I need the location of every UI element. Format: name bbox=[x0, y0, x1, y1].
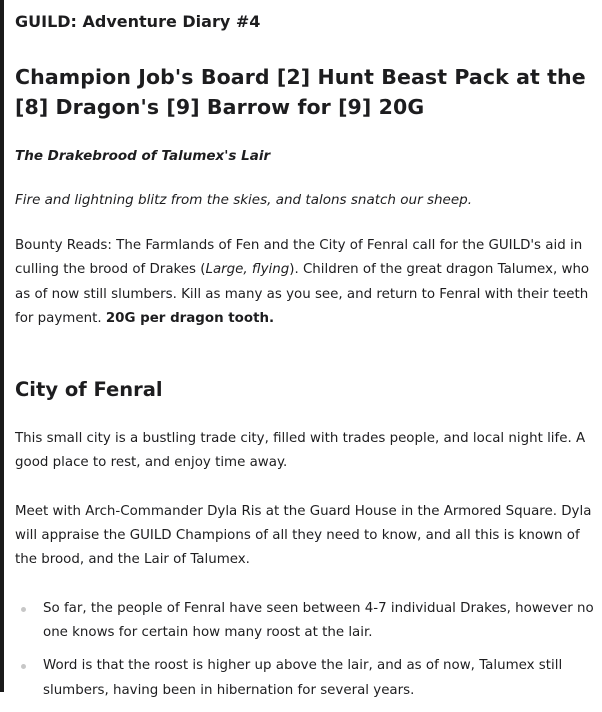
bounty-drake-traits: Large, flying bbox=[205, 262, 290, 278]
city-description: This small city is a bustling trade city, filled with trades people, and local night life. A good place to rest, and enjoy time away. bbox=[15, 431, 586, 471]
list-item-text: Word is that the roost is higher up above the lair, and as of now, Talumex still slumbers, having been in hibernation for several years. bbox=[43, 658, 563, 698]
bounty-text-2: ). Children of the great dragon Talumex, who as of now still slumbers. Kill as many as you see, and return to Fenral with their teeth for payment. bbox=[15, 262, 590, 326]
rumor-list bbox=[15, 597, 602, 703]
bounty-paragraph bbox=[15, 234, 602, 331]
quest-subtitle: The Drakebrood of Talumex's Lair bbox=[15, 148, 271, 164]
bullet-icon bbox=[21, 664, 26, 669]
bullet-icon bbox=[21, 607, 26, 612]
document-body bbox=[15, 0, 602, 712]
section-heading-city: City of Fenral bbox=[15, 378, 163, 402]
list-item-text: So far, the people of Fenral have seen between 4-7 individual Drakes, however no one knows for certain how many roost at the lair. bbox=[43, 600, 594, 640]
bounty-text-1: Bounty Reads: The Farmlands of Fen and the City of Fenral call for the GUILD's aid in culling the brood of Drakes ( bbox=[15, 238, 583, 278]
job-title: Champion Job's Board [2] Hunt Beast Pack at the [8] Dragon's [9] Barrow for [9] 20G bbox=[15, 65, 586, 119]
left-border-rule bbox=[0, 0, 4, 692]
bounty-payment: 20G per dragon tooth. bbox=[105, 310, 275, 326]
flavor-text: Fire and lightning blitz from the skies, and talons snatch our sheep. bbox=[15, 192, 473, 208]
diary-header: GUILD: Adventure Diary #4 bbox=[15, 12, 261, 31]
list-item bbox=[15, 654, 602, 703]
meeting-instructions: Meet with Arch-Commander Dyla Ris at the Guard House in the Armored Square. Dyla will appraise the GUILD Champions of all they need to know, and all this is known of the brood, and the Lair of Talumex. bbox=[15, 503, 592, 568]
list-item bbox=[15, 597, 602, 646]
